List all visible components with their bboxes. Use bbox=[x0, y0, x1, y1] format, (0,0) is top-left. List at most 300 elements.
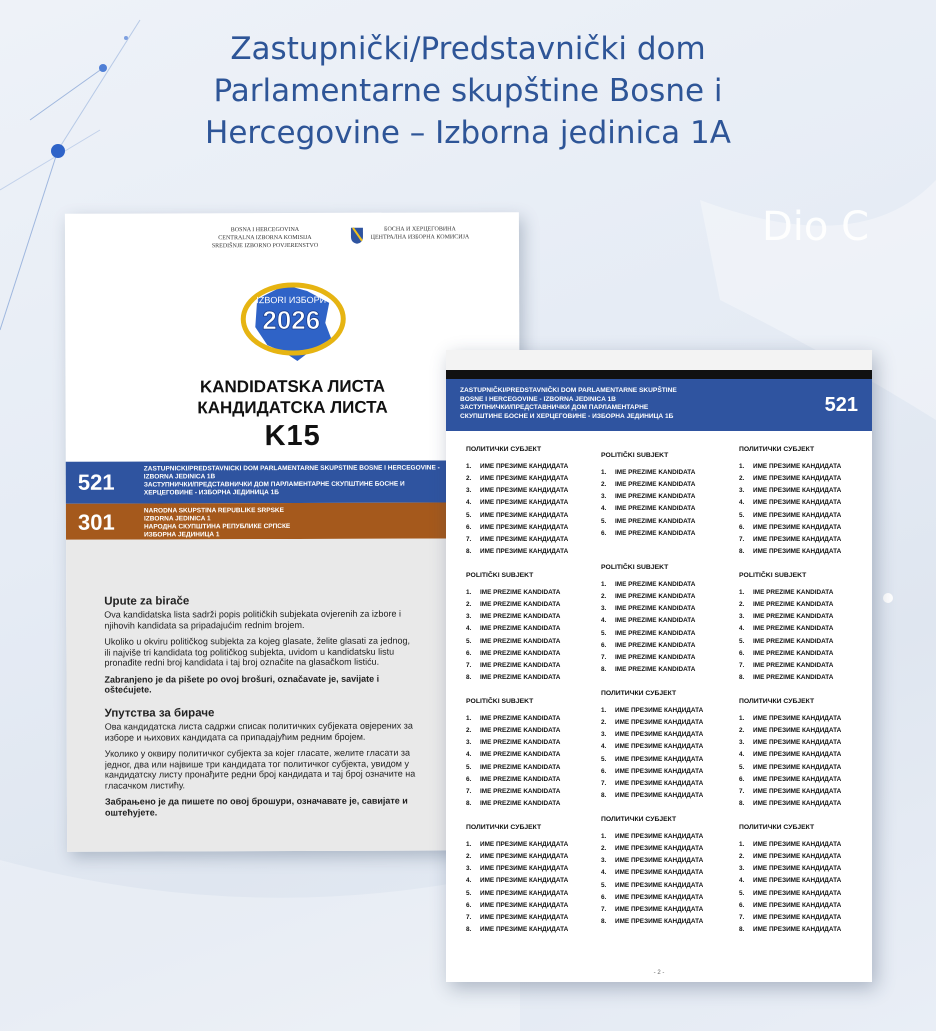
candidate-number: 5. bbox=[601, 755, 607, 763]
candidate-row bbox=[466, 660, 594, 672]
candidate-row bbox=[739, 485, 867, 497]
text-line: njihovih kandidata sa pripadajućim rednim brojem. bbox=[104, 619, 305, 631]
party-block bbox=[466, 572, 594, 684]
candidate-name: ИМЕ ПРЕЗИМЕ КАНДИДАТА bbox=[615, 881, 704, 889]
candidate-number: 6. bbox=[739, 775, 745, 783]
candidate-row bbox=[466, 798, 594, 810]
candidate-name: ИМЕ ПРЕЗИМЕ КАНДИДАТА bbox=[753, 751, 842, 759]
candidate-row bbox=[466, 461, 594, 473]
institution-line: CENTRALNA IZBORNA KOMISIJA bbox=[218, 234, 312, 242]
candidate-row bbox=[466, 875, 594, 887]
text-line: оштећујете. bbox=[104, 806, 158, 818]
candidate-row bbox=[466, 851, 594, 863]
candidate-row bbox=[601, 591, 729, 603]
candidate-row bbox=[739, 713, 867, 725]
candidate-name: IME PREZIME KANDIDATA bbox=[615, 641, 696, 649]
race-line: ЗАСТУПНИЧКИ/ПРЕДСТАВНИЧКИ ДОМ ПАРЛАМЕНТАРНЕ bbox=[460, 404, 649, 411]
party-name: ПОЛИТИЧКИ СУБЈЕКТ bbox=[739, 824, 815, 831]
candidate-name: ИМЕ ПРЕЗИМЕ КАНДИДАТА bbox=[480, 463, 569, 470]
candidate-number: 6. bbox=[466, 901, 472, 909]
candidate-name: ИМЕ ПРЕЗИМЕ КАНДИДАТА bbox=[615, 905, 704, 913]
institution-line: SREDIŠNJE IZBORNO POVJERENSTVO bbox=[211, 242, 319, 250]
text-line: кандидатску листу пронађите редни број кандидата и тај број означите на bbox=[104, 768, 416, 780]
candidate-name: IME PREZIME KANDIDATA bbox=[753, 589, 834, 596]
candidate-name: IME PREZIME KANDIDATA bbox=[753, 613, 834, 621]
candidate-row bbox=[739, 497, 867, 509]
candidate-name: IME PREZIME KANDIDATA bbox=[615, 665, 696, 673]
race-description bbox=[460, 387, 790, 421]
candidate-name: ИМЕ ПРЕЗИМЕ КАНДИДАТА bbox=[753, 787, 842, 795]
candidate-name: ИМЕ ПРЕЗИМЕ КАНДИДАТА bbox=[615, 719, 704, 727]
candidate-number: 6. bbox=[601, 641, 607, 649]
candidate-row bbox=[601, 766, 729, 778]
race-band-521 bbox=[446, 379, 872, 431]
party-block bbox=[466, 698, 594, 810]
candidate-row bbox=[739, 522, 867, 534]
candidate-row bbox=[466, 510, 594, 522]
candidate-number: 8. bbox=[466, 547, 472, 555]
candidate-number: 3. bbox=[739, 613, 745, 621]
candidate-number: 2. bbox=[601, 593, 607, 601]
candidate-number: 3. bbox=[466, 487, 472, 495]
candidate-name: IME PREZIME KANDIDATA bbox=[753, 649, 834, 657]
party-name: POLITIČKI SUBJEKT bbox=[466, 572, 534, 579]
candidate-number: 1. bbox=[466, 841, 472, 848]
page-top-rule bbox=[446, 370, 872, 379]
candidate-row bbox=[601, 790, 729, 802]
party-name: POLITIČKI SUBJEKT bbox=[601, 564, 669, 571]
candidate-row bbox=[601, 603, 729, 615]
race-line: BOSNE I HERCEGOVINE - IZBORNA JEDINICA 1B bbox=[460, 395, 616, 403]
elections-2026-logo bbox=[237, 279, 347, 367]
candidate-number: 8. bbox=[739, 799, 745, 807]
candidate-number: 4. bbox=[601, 869, 607, 877]
candidate-number: 2. bbox=[466, 475, 472, 483]
page-number: - 2 - bbox=[653, 970, 665, 976]
party-block bbox=[601, 816, 729, 928]
candidate-number: 8. bbox=[601, 791, 607, 799]
candidate-number: 5. bbox=[601, 629, 607, 637]
candidate-number: 2. bbox=[601, 845, 607, 853]
candidate-name: IME PREZIME KANDIDATA bbox=[480, 715, 561, 722]
candidate-number: 4. bbox=[601, 505, 607, 513]
candidate-row bbox=[739, 599, 867, 611]
candidate-number: 2. bbox=[466, 727, 472, 735]
headline-line: Zastupnički/Predstavnički dom bbox=[230, 31, 706, 67]
candidate-name: IME PREZIME KANDIDATA bbox=[615, 505, 696, 513]
race-line: IZBORNA JEDINICA 1 bbox=[143, 515, 211, 523]
candidate-name: ИМЕ ПРЕЗИМЕ КАНДИДАТА bbox=[753, 463, 842, 470]
candidate-number: 2. bbox=[739, 475, 745, 483]
candidate-row bbox=[739, 798, 867, 810]
text-line: Ukoliko u okviru političkog subjekta za kojeg glasate, želite glasati za jednog, bbox=[104, 635, 411, 647]
race-line: ИЗБОРНА ЈЕДИНИЦА 1 bbox=[143, 531, 220, 539]
candidate-number: 7. bbox=[466, 535, 472, 543]
candidate-number: 8. bbox=[739, 547, 745, 555]
candidate-row bbox=[601, 892, 729, 904]
candidate-row bbox=[466, 863, 594, 875]
candidate-row bbox=[739, 863, 867, 875]
party-block bbox=[466, 446, 594, 558]
candidate-row bbox=[601, 880, 729, 892]
candidate-name: IME PREZIME KANDIDATA bbox=[753, 637, 834, 645]
institution-header bbox=[65, 225, 519, 267]
party-block bbox=[601, 564, 729, 676]
text-line: гласачком листићу. bbox=[104, 779, 186, 791]
candidate-name: ИМЕ ПРЕЗИМЕ КАНДИДАТА bbox=[615, 917, 704, 925]
candidate-name: ИМЕ ПРЕЗИМЕ КАНДИДАТА bbox=[480, 499, 569, 507]
candidate-row bbox=[739, 648, 867, 660]
candidate-row bbox=[601, 904, 729, 916]
logo-top-text: IZBORI ИЗБОРИ bbox=[256, 294, 327, 306]
candidate-list-page bbox=[446, 350, 872, 982]
candidate-number: 5. bbox=[466, 511, 472, 519]
candidate-row bbox=[466, 737, 594, 749]
candidate-row bbox=[466, 774, 594, 786]
text-line: једног, два или највише три кандидата тог политичког субјекта, увидом у bbox=[104, 758, 409, 770]
headline-line: Parlamentarne skupštine Bosne i bbox=[213, 73, 723, 109]
candidate-number: 8. bbox=[739, 925, 745, 933]
race-number: 301 bbox=[77, 509, 115, 535]
candidate-name: IME PREZIME KANDIDATA bbox=[615, 529, 696, 537]
candidate-row bbox=[739, 774, 867, 786]
candidate-number: 6. bbox=[601, 893, 607, 901]
candidate-name: IME PREZIME KANDIDATA bbox=[615, 469, 696, 476]
candidate-name: ИМЕ ПРЕЗИМЕ КАНДИДАТА bbox=[615, 893, 704, 901]
candidate-number: 2. bbox=[739, 601, 745, 609]
race-line: IZBORNA JEDINICA 1B bbox=[143, 473, 216, 481]
candidate-name: IME PREZIME KANDIDATA bbox=[480, 673, 561, 681]
institution-latin bbox=[210, 226, 320, 250]
candidate-name: ИМЕ ПРЕЗИМЕ КАНДИДАТА bbox=[480, 511, 569, 519]
candidate-name: ИМЕ ПРЕЗИМЕ КАНДИДАТА bbox=[615, 779, 704, 787]
candidate-row bbox=[466, 599, 594, 611]
candidate-number: 3. bbox=[466, 865, 472, 873]
candidate-name: ИМЕ ПРЕЗИМЕ КАНДИДАТА bbox=[753, 523, 842, 531]
candidate-number: 5. bbox=[601, 517, 607, 525]
candidate-name: ИМЕ ПРЕЗИМЕ КАНДИДАТА bbox=[753, 901, 842, 909]
candidate-name: IME PREZIME KANDIDATA bbox=[615, 629, 696, 637]
candidate-number: 6. bbox=[739, 649, 745, 657]
party-block bbox=[739, 698, 867, 810]
candidate-row bbox=[466, 713, 594, 725]
party-block bbox=[739, 572, 867, 684]
candidate-name: ИМЕ ПРЕЗИМЕ КАНДИДАТА bbox=[615, 845, 704, 853]
candidate-number: 2. bbox=[601, 719, 607, 727]
candidate-name: ИМЕ ПРЕЗИМЕ КАНДИДАТА bbox=[753, 487, 842, 495]
candidate-row bbox=[601, 528, 729, 540]
candidate-number: 4. bbox=[466, 625, 472, 633]
candidate-name: ИМЕ ПРЕЗИМЕ КАНДИДАТА bbox=[753, 547, 842, 555]
candidate-row bbox=[601, 754, 729, 766]
candidate-row bbox=[601, 516, 729, 528]
candidate-name: ИМЕ ПРЕЗИМЕ КАНДИДАТА bbox=[615, 767, 704, 775]
candidate-name: ИМЕ ПРЕЗИМЕ КАНДИДАТА bbox=[615, 707, 704, 714]
candidate-name: ИМЕ ПРЕЗИМЕ КАНДИДАТА bbox=[753, 853, 842, 861]
candidate-number: 2. bbox=[466, 601, 472, 609]
candidate-number: 3. bbox=[466, 739, 472, 747]
candidate-name: ИМЕ ПРЕЗИМЕ КАНДИДАТА bbox=[753, 799, 842, 807]
candidate-number: 4. bbox=[466, 751, 472, 759]
candidate-row bbox=[601, 652, 729, 664]
candidate-number: 4. bbox=[466, 499, 472, 507]
candidate-row bbox=[739, 623, 867, 635]
candidate-row bbox=[601, 579, 729, 591]
candidate-row bbox=[601, 503, 729, 515]
candidate-row bbox=[739, 611, 867, 623]
candidate-name: IME PREZIME KANDIDATA bbox=[753, 661, 834, 669]
candidate-number: 3. bbox=[601, 857, 607, 865]
candidate-row bbox=[466, 648, 594, 660]
candidate-number: 1. bbox=[739, 715, 745, 722]
candidate-number: 8. bbox=[466, 925, 472, 933]
candidate-row bbox=[466, 546, 594, 558]
candidate-number: 7. bbox=[739, 535, 745, 543]
candidate-number: 3. bbox=[601, 731, 607, 739]
candidate-name: IME PREZIME KANDIDATA bbox=[480, 751, 561, 759]
candidate-row bbox=[739, 839, 867, 851]
candidate-name: ИМЕ ПРЕЗИМЕ КАНДИДАТА bbox=[480, 925, 569, 933]
candidate-row bbox=[739, 510, 867, 522]
candidate-number: 1. bbox=[601, 469, 607, 476]
candidate-number: 1. bbox=[739, 463, 745, 470]
candidate-row bbox=[466, 762, 594, 774]
candidate-number: 7. bbox=[466, 787, 472, 795]
party-name: ПОЛИТИЧКИ СУБЈЕКТ bbox=[739, 698, 815, 705]
candidate-row bbox=[466, 497, 594, 509]
institution-cyrillic bbox=[365, 225, 475, 241]
candidate-number: 8. bbox=[466, 673, 472, 681]
candidate-number: 5. bbox=[466, 637, 472, 645]
page-top-margin bbox=[446, 350, 872, 370]
candidate-number: 6. bbox=[466, 523, 472, 531]
candidate-name: ИМЕ ПРЕЗИМЕ КАНДИДАТА bbox=[753, 925, 842, 933]
candidate-row bbox=[601, 778, 729, 790]
candidate-row bbox=[466, 912, 594, 924]
candidate-name: IME PREZIME KANDIDATA bbox=[480, 625, 561, 633]
candidate-number: 5. bbox=[466, 889, 472, 897]
candidate-row bbox=[466, 900, 594, 912]
candidate-row bbox=[466, 623, 594, 635]
party-block bbox=[466, 824, 594, 936]
party-block bbox=[601, 690, 729, 802]
party-name: ПОЛИТИЧКИ СУБЈЕКТ bbox=[601, 816, 677, 823]
candidate-number: 1. bbox=[466, 589, 472, 596]
candidate-name: ИМЕ ПРЕЗИМЕ КАНДИДАТА bbox=[480, 841, 569, 848]
candidate-row bbox=[466, 786, 594, 798]
candidate-row bbox=[466, 534, 594, 546]
candidate-number: 7. bbox=[466, 913, 472, 921]
institution-line: BOSNA I HERCEGOVINA bbox=[230, 226, 300, 234]
race-number: 521 bbox=[77, 469, 115, 495]
candidate-name: ИМЕ ПРЕЗИМЕ КАНДИДАТА bbox=[753, 715, 842, 722]
race-line: ЗАСТУПНИЧКИ/ПРЕДСТАВНИЧКИ ДОМ ПАРЛАМЕНТАРНЕ СКУПШТИНЕ БОСНЕ И bbox=[143, 480, 405, 489]
candidate-row bbox=[739, 912, 867, 924]
candidate-row bbox=[601, 664, 729, 676]
candidate-row bbox=[739, 851, 867, 863]
candidate-number: 6. bbox=[601, 767, 607, 775]
race-line: НАРОДНА СКУПШТИНА РЕПУБЛИКЕ СРПСКЕ bbox=[143, 523, 291, 531]
instructions-heading: Упутства за бираче bbox=[104, 707, 215, 720]
candidate-name: ИМЕ ПРЕЗИМЕ КАНДИДАТА bbox=[615, 755, 704, 763]
candidate-row bbox=[601, 479, 729, 491]
candidate-row bbox=[466, 522, 594, 534]
candidate-name: ИМЕ ПРЕЗИМЕ КАНДИДАТА bbox=[480, 475, 569, 483]
candidate-row bbox=[739, 749, 867, 761]
candidate-name: ИМЕ ПРЕЗИМЕ КАНДИДАТА bbox=[615, 833, 704, 840]
candidate-name: IME PREZIME KANDIDATA bbox=[615, 481, 696, 489]
candidate-name: ИМЕ ПРЕЗИМЕ КАНДИДАТА bbox=[753, 877, 842, 885]
candidate-row bbox=[739, 660, 867, 672]
candidate-number: 8. bbox=[601, 665, 607, 673]
candidate-number: 2. bbox=[466, 853, 472, 861]
party-block bbox=[739, 824, 867, 936]
candidate-row bbox=[601, 491, 729, 503]
candidate-name: IME PREZIME KANDIDATA bbox=[480, 661, 561, 669]
candidate-row bbox=[739, 888, 867, 900]
candidate-number: 5. bbox=[601, 881, 607, 889]
candidate-number: 4. bbox=[466, 877, 472, 885]
candidate-number: 3. bbox=[466, 613, 472, 621]
text-line: Уколико у оквиру политичког субјекта за којег гласате, желите гласати за bbox=[104, 747, 410, 759]
list-code: K15 bbox=[264, 419, 321, 453]
candidate-name: IME PREZIME KANDIDATA bbox=[753, 625, 834, 633]
candidate-number: 8. bbox=[601, 917, 607, 925]
instructions-heading: Upute za birače bbox=[104, 595, 190, 608]
candidate-name: ИМЕ ПРЕЗИМЕ КАНДИДАТА bbox=[480, 523, 569, 531]
candidate-number: 4. bbox=[739, 499, 745, 507]
candidate-number: 6. bbox=[466, 649, 472, 657]
candidate-name: ИМЕ ПРЕЗИМЕ КАНДИДАТА bbox=[480, 877, 569, 885]
party-name: ПОЛИТИЧКИ СУБЈЕКТ bbox=[601, 690, 677, 697]
candidate-number: 4. bbox=[739, 625, 745, 633]
candidate-name: IME PREZIME KANDIDATA bbox=[480, 787, 561, 795]
candidate-name: ИМЕ ПРЕЗИМЕ КАНДИДАТА bbox=[753, 841, 842, 848]
candidate-row bbox=[466, 485, 594, 497]
candidate-name: ИМЕ ПРЕЗИМЕ КАНДИДАТА bbox=[753, 865, 842, 873]
party-name: ПОЛИТИЧКИ СУБЈЕКТ bbox=[466, 446, 542, 453]
candidate-row bbox=[739, 725, 867, 737]
text-line: pronađite redni broj kandidata i taj broj označite na glasačkom listiću. bbox=[104, 656, 380, 668]
party-block bbox=[739, 446, 867, 558]
part-label: Dio C bbox=[762, 204, 870, 250]
candidate-number: 5. bbox=[739, 511, 745, 519]
candidate-name: IME PREZIME KANDIDATA bbox=[480, 739, 561, 747]
candidate-number: 2. bbox=[739, 853, 745, 861]
text-line: ili najviše tri kandidata tog političkog subjekta, uvidom u kandidatsku listu bbox=[104, 646, 395, 658]
candidate-number: 3. bbox=[739, 487, 745, 495]
candidate-row bbox=[601, 640, 729, 652]
logo-year: 2026 bbox=[262, 304, 321, 336]
candidate-number: 1. bbox=[601, 833, 607, 840]
candidate-row bbox=[466, 672, 594, 684]
candidate-number: 7. bbox=[739, 661, 745, 669]
candidate-number: 7. bbox=[601, 779, 607, 787]
candidate-name: ИМЕ ПРЕЗИМЕ КАНДИДАТА bbox=[480, 865, 569, 873]
race-line: NARODNA SKUPŠTINA REPUBLIKE SRPSKE bbox=[143, 507, 284, 515]
text-line: Ova kandidatska lista sadrži popis političkih subjekata ovjerenih za izbore i bbox=[104, 608, 401, 620]
candidate-name: ИМЕ ПРЕЗИМЕ КАНДИДАТА bbox=[615, 731, 704, 739]
candidate-name: IME PREZIME KANDIDATA bbox=[480, 613, 561, 621]
candidate-number: 1. bbox=[739, 841, 745, 848]
candidate-name: IME PREZIME KANDIDATA bbox=[753, 673, 834, 681]
candidate-number: 4. bbox=[739, 751, 745, 759]
race-line: ZASTUPNIČKI/PREDSTAVNIČKI DOM PARLAMENTARNE SKUPŠTINE BOSNE I HERCEGOVINE - bbox=[143, 464, 440, 473]
candidate-number: 1. bbox=[601, 581, 607, 588]
candidate-row bbox=[466, 636, 594, 648]
party-name: POLITIČKI SUBJEKT bbox=[739, 572, 807, 579]
candidate-number: 6. bbox=[601, 529, 607, 537]
candidate-name: IME PREZIME KANDIDATA bbox=[615, 581, 696, 588]
candidate-row bbox=[466, 725, 594, 737]
race-number: 521 bbox=[824, 394, 858, 416]
party-name: ПОЛИТИЧКИ СУБЈЕКТ bbox=[739, 446, 815, 453]
race-line: СКУПШТИНЕ БОСНЕ И ХЕРЦЕГОВИНЕ - ИЗБОРНА ЈЕДИНИЦА 1Б bbox=[460, 412, 674, 420]
candidate-name: ИМЕ ПРЕЗИМЕ КАНДИДАТА bbox=[753, 775, 842, 783]
candidate-number: 1. bbox=[739, 589, 745, 596]
candidate-name: ИМЕ ПРЕЗИМЕ КАНДИДАТА bbox=[480, 853, 569, 861]
candidate-row bbox=[601, 729, 729, 741]
text-line: Zabranjeno je da pišete po ovoj brošuri, označavate je, savijate i bbox=[104, 673, 380, 685]
candidate-row bbox=[601, 717, 729, 729]
candidate-row bbox=[601, 741, 729, 753]
candidate-row bbox=[739, 737, 867, 749]
list-title-cyrillic: КАНДИДАТСКА ЛИСТА bbox=[197, 397, 388, 418]
candidate-row bbox=[739, 672, 867, 684]
candidate-name: ИМЕ ПРЕЗИМЕ КАНДИДАТА bbox=[753, 739, 842, 747]
candidate-number: 1. bbox=[466, 715, 472, 722]
headline-line: Hercegovine – Izborna jedinica 1A bbox=[205, 115, 731, 151]
candidate-name: IME PREZIME KANDIDATA bbox=[615, 653, 696, 661]
candidate-number: 6. bbox=[739, 901, 745, 909]
candidate-number: 7. bbox=[601, 653, 607, 661]
candidate-number: 2. bbox=[739, 727, 745, 735]
candidate-number: 6. bbox=[739, 523, 745, 531]
candidate-name: ИМЕ ПРЕЗИМЕ КАНДИДАТА bbox=[753, 763, 842, 771]
institution-line: ЦЕНТРАЛНА ИЗБОРНА КОМИСИЈА bbox=[370, 234, 470, 241]
candidate-row bbox=[739, 461, 867, 473]
party-name: ПОЛИТИЧКИ СУБЈЕКТ bbox=[466, 824, 542, 831]
candidate-name: ИМЕ ПРЕЗИМЕ КАНДИДАТА bbox=[753, 727, 842, 735]
candidate-name: ИМЕ ПРЕЗИМЕ КАНДИДАТА bbox=[753, 511, 842, 519]
candidate-row bbox=[601, 467, 729, 479]
candidate-row bbox=[466, 924, 594, 936]
candidate-number: 3. bbox=[601, 605, 607, 613]
candidate-number: 5. bbox=[739, 637, 745, 645]
candidate-row bbox=[466, 587, 594, 599]
institution-line: БОСНА И ХЕРЦЕГОВИНА bbox=[384, 226, 456, 233]
text-line: Ова кандидатска листа садржи списак политичких субјеката овјерених за bbox=[104, 720, 413, 732]
candidate-row bbox=[739, 534, 867, 546]
candidate-row bbox=[466, 749, 594, 761]
candidate-number: 8. bbox=[466, 799, 472, 807]
candidate-name: ИМЕ ПРЕЗИМЕ КАНДИДАТА bbox=[753, 499, 842, 507]
candidate-number: 4. bbox=[601, 743, 607, 751]
party-name: POLITIČKI SUBJEKT bbox=[601, 452, 669, 459]
candidate-number: 5. bbox=[466, 763, 472, 771]
race-line: ZASTUPNIČKI/PREDSTAVNIČKI DOM PARLAMENTARNE SKUPŠTINE bbox=[460, 387, 677, 394]
text-line: изборе и њихових кандидата са припадајућим редним бројем. bbox=[104, 731, 366, 743]
coat-of-arms-icon bbox=[350, 227, 364, 245]
candidate-row bbox=[466, 888, 594, 900]
candidate-name: ИМЕ ПРЕЗИМЕ КАНДИДАТА bbox=[753, 535, 842, 543]
candidate-row bbox=[601, 628, 729, 640]
candidate-row bbox=[739, 762, 867, 774]
candidate-row bbox=[601, 615, 729, 627]
candidate-name: ИМЕ ПРЕЗИМЕ КАНДИДАТА bbox=[753, 913, 842, 921]
candidate-number: 3. bbox=[739, 865, 745, 873]
candidate-row bbox=[466, 473, 594, 485]
